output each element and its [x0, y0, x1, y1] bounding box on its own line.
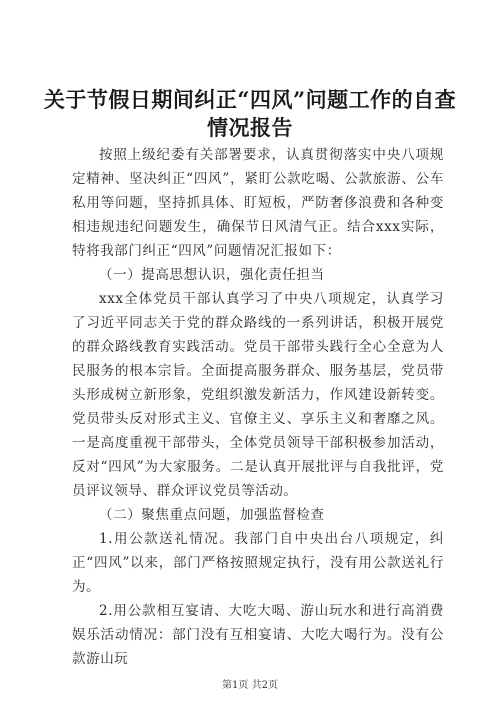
section-heading-1: （一）提高思想认识，强化责任担当: [99, 267, 325, 283]
item-1-paragraph: 1.用公款送礼情况。我部门自中央出台八项规定，纠正“四风”以来，部门严格按照规定执行，没有用公款送礼行为。: [72, 531, 444, 595]
item-2-paragraph: 2.用公款相互宴请、大吃大喝、游山玩水和进行高消费娱乐活动情况：部门没有互相宴请、大吃大喝行为。没有公款游山玩: [72, 603, 444, 667]
section-heading-2: （二）聚焦重点问题，加强监督检查: [99, 507, 325, 523]
section-1-paragraph: xxx全体党员干部认真学习了中央八项规定，认真学习了习近平同志关于党的群众路线的一系列讲话，积极开展党的群众路线教育实践活动。党员干部带头践行全心全意为人民服务的根本宗旨。全面提高服务群众、服务基层，党员带头形成树立新形象，党组织激发新活力，作风建设新转变。党员带头反对形式主义、官僚主义、享乐主义和奢靡之风。一是高度重视干部带头，全体党员领导干部积极参加活动，反对“四风”为大家服务。二是认真开展批评与自我批评，党员评议领导、群众评议党员等活动。: [72, 291, 444, 499]
intro-paragraph: 按照上级纪委有关部署要求，认真贯彻落实中央八项规定精神、坚决纠正“四风”，紧盯公款吃喝、公款旅游、公车私用等问题，坚持抓具体、盯短板，严防奢侈浪费和各种变相违规违纪问题发生，确保节日风清气正。结合xxx实际，特将我部门纠正“四风”问题情况汇报如下：: [72, 147, 444, 259]
document-title: 关于节假日期间纠正“四风”问题工作的自查情况报告: [43, 87, 457, 140]
document-body: [72, 143, 444, 671]
page-number: 第1页 共2页: [222, 680, 278, 691]
